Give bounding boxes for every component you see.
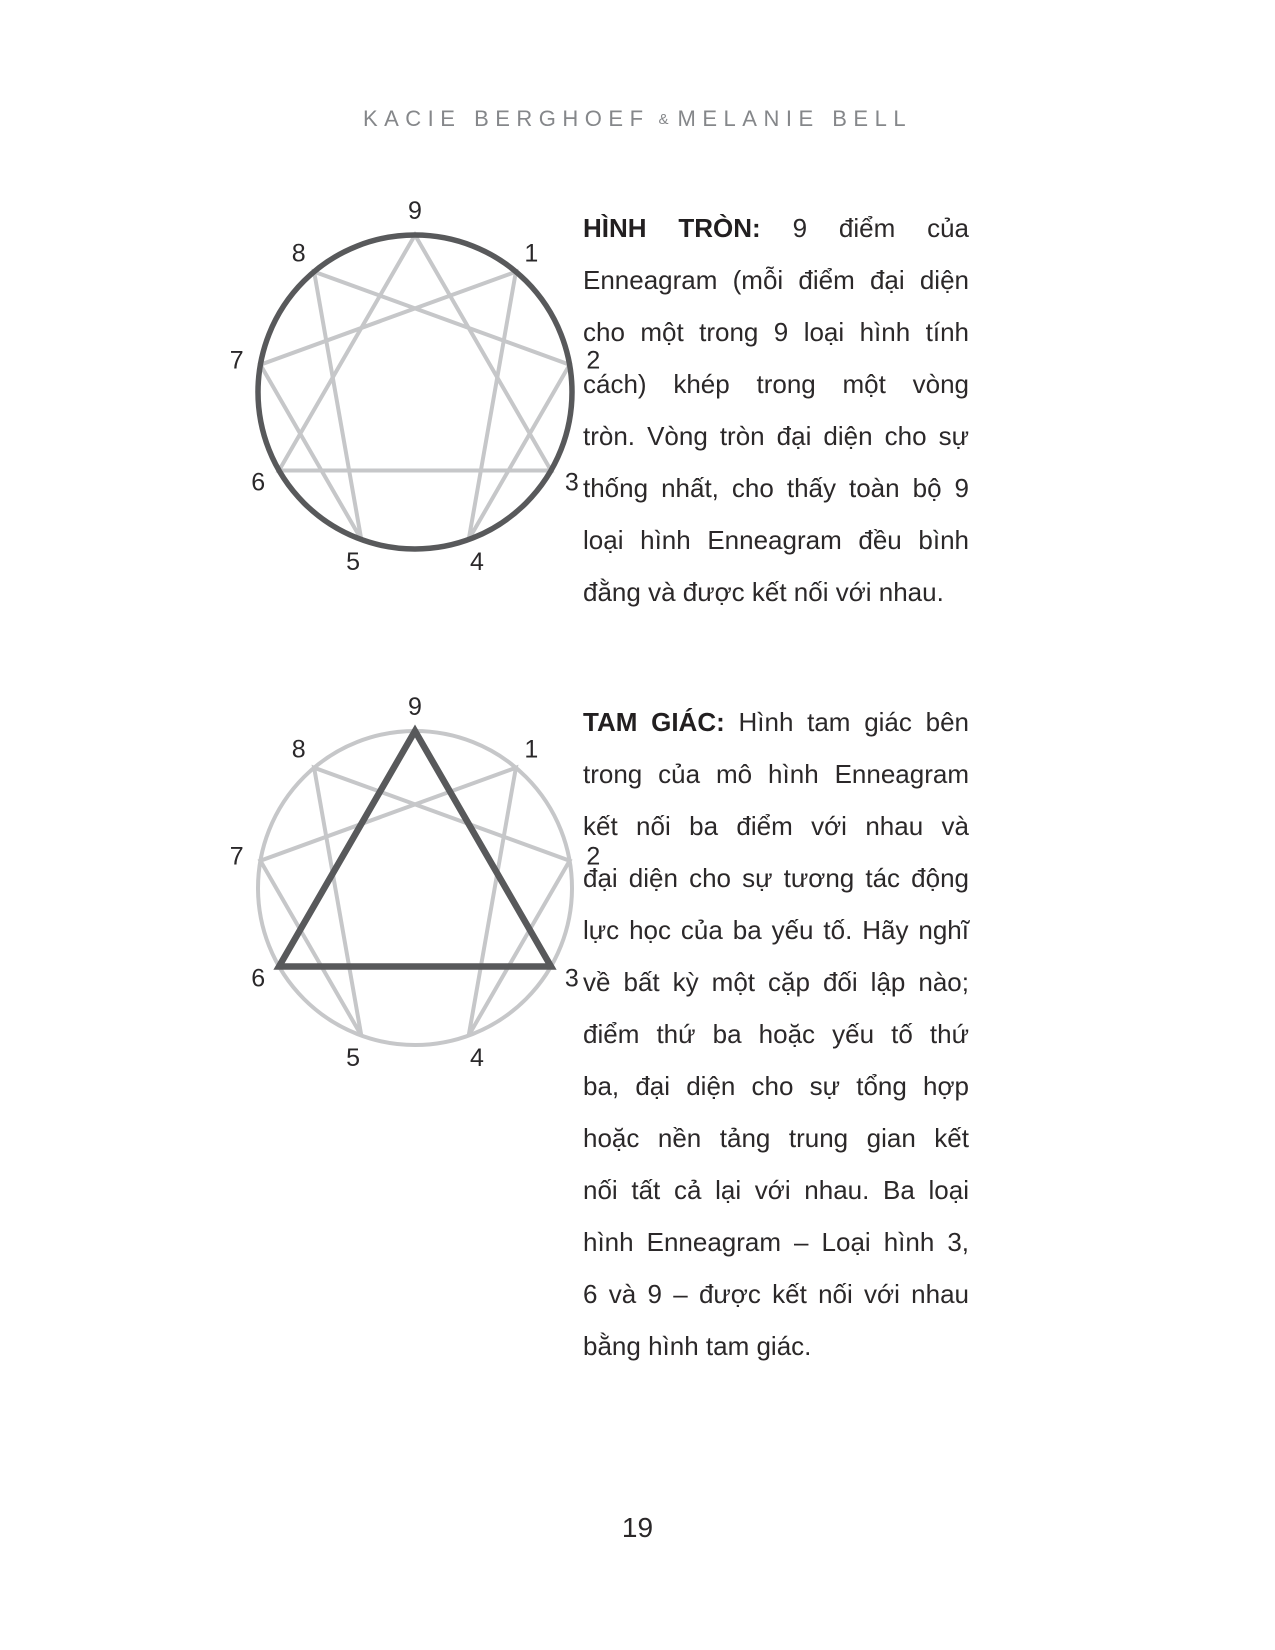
author-name-right: MELANIE BELL [677,106,913,131]
text-line: trong của mô hình Enneagram [583,759,969,789]
point-label-5: 5 [346,1044,361,1073]
text-line: TAM GIÁC: Hình tam giác bên [583,707,969,737]
paragraph-triangle [583,696,969,1372]
point-label-8: 8 [291,239,306,268]
section-heading: HÌNH TRÒN: [583,213,761,243]
text-line: đại diện cho sự tương tác động [583,863,969,893]
point-label-1: 1 [524,239,539,268]
point-label-9: 9 [408,197,422,225]
point-label-3: 3 [564,964,579,993]
enneagram-circle [258,731,572,1045]
text-line: hình Enneagram – Loại hình 3, [583,1227,969,1257]
hexad-lines [260,768,569,1036]
hexad-lines [260,272,569,540]
point-label-2: 2 [586,346,601,375]
point-label-4: 4 [469,548,484,577]
page-number: 19 [621,1512,654,1543]
text-line: 6 và 9 – được kết nối với nhau [583,1279,969,1309]
text-line: nối tất cả lại với nhau. Ba loại [583,1175,969,1205]
enneagram-circle [258,235,572,549]
point-label-7: 7 [229,842,244,871]
text-line: điểm thứ ba hoặc yếu tố thứ [583,1019,969,1049]
text-line: lực học của ba yếu tố. Hãy nghĩ [583,915,969,945]
point-label-2: 2 [586,842,601,871]
enneagram-triangle-diagram [195,668,635,1108]
ampersand: & [658,111,669,128]
point-label-1: 1 [524,735,539,764]
point-label-8: 8 [291,735,306,764]
point-label-6: 6 [251,964,266,993]
text-line: ba, đại diện cho sự tổng hợp [583,1071,969,1101]
point-label-6: 6 [251,468,266,497]
text-line: bằng hình tam giác. [583,1331,812,1361]
text-line: loại hình Enneagram đều bình [583,525,969,555]
text-line: kết nối ba điểm với nhau và [583,811,969,841]
text-line: cách) khép trong một vòng [583,369,969,399]
text-line: tròn. Vòng tròn đại diện cho sự [583,421,969,451]
point-label-3: 3 [564,468,579,497]
point-label-5: 5 [346,548,361,577]
running-header [0,106,1275,132]
section-heading: TAM GIÁC: [583,707,725,737]
enneagram-circle-diagram [195,172,635,612]
author-name-left: KACIE BERGHOEF [362,106,650,131]
triangle-lines [279,731,551,967]
point-label-9: 9 [408,693,422,721]
text-line: Enneagram (mỗi điểm đại diện [583,265,969,295]
point-label-7: 7 [229,346,244,375]
text-line: thống nhất, cho thấy toàn bộ 9 [583,473,969,503]
paragraph-circle [583,202,969,618]
text-line: cho một trong 9 loại hình tính [583,317,969,347]
text-line: đằng và được kết nối với nhau. [583,577,944,607]
text-line: về bất kỳ một cặp đối lập nào; [583,967,969,997]
text-line: hoặc nền tảng trung gian kết [583,1123,969,1153]
point-label-4: 4 [469,1044,484,1073]
text-line: HÌNH TRÒN: 9 điểm của [583,213,969,243]
